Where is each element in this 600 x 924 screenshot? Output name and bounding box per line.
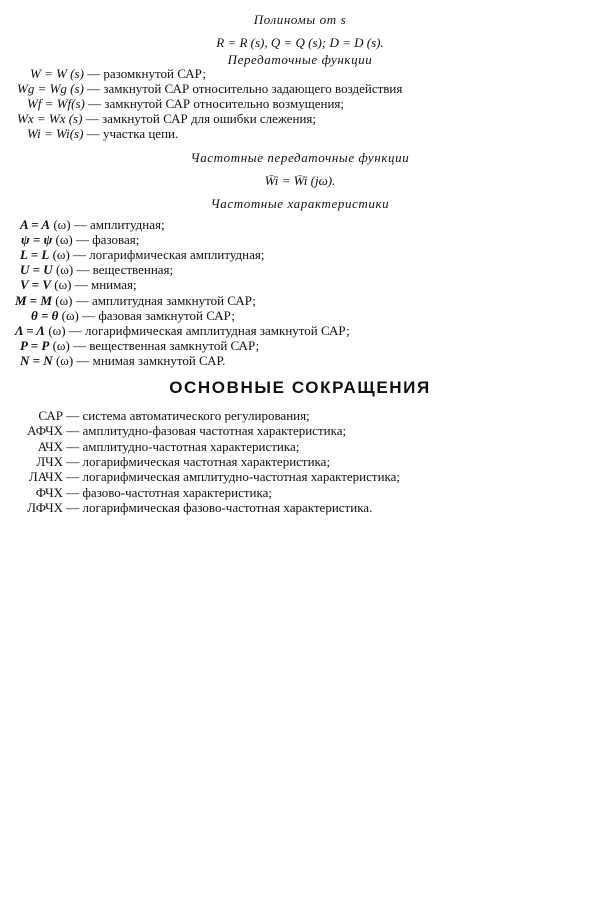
frequency-char-description: — фазовая замкнутой САР; <box>78 307 235 323</box>
frequency-char-argument: (ω) <box>45 322 66 338</box>
frequency-char-item <box>20 247 264 262</box>
frequency-char-symbol: V = V <box>20 277 52 293</box>
frequency-char-symbol: P = P <box>20 337 50 353</box>
abbreviation-item <box>0 469 600 484</box>
abbreviation-description: — логарифмическая частотная характеристика; <box>63 453 331 469</box>
transfer-description: — замкнутой САР относительно возмущения; <box>84 96 344 111</box>
abbreviation-description: — амплитудно-частотная характеристика; <box>63 438 300 454</box>
frequency-char-description: — мнимая замкнутой САР. <box>73 352 226 368</box>
frequency-char-description: — вещественная замкнутой САР; <box>69 337 260 353</box>
frequency-char-symbol: Λ = Λ <box>15 322 46 338</box>
frequency-char-symbol: A = A <box>20 217 51 232</box>
transfer-symbol: Wf = Wf(s) <box>27 96 85 111</box>
transfer-description: — замкнутой САР относительно задающего воздействия <box>83 81 403 96</box>
abbreviation-item <box>0 500 600 515</box>
transfer-item <box>27 126 178 141</box>
abbreviation-item <box>0 439 600 454</box>
frequency-char-symbol: U = U <box>20 262 53 278</box>
abbreviation-description: — система автоматического регулирования; <box>63 408 310 423</box>
frequency-char-description: — логарифмическая амплитудная замкнутой САР; <box>65 322 350 338</box>
frequency-char-item <box>21 232 139 247</box>
abbreviation-item <box>0 408 600 423</box>
frequency-char-item <box>31 308 235 323</box>
abbreviation-description: — логарифмическая фазово-частотная характеристика. <box>63 499 373 515</box>
transfer-description: — замкнутой САР для ошибки слежения; <box>82 111 317 126</box>
frequency-char-symbol: L = L <box>20 247 50 263</box>
frequency-char-description: — амплитудная замкнутой САР; <box>72 292 257 308</box>
frequency-char-argument: (ω) <box>49 247 70 263</box>
abbreviation-key: АФЧХ <box>27 423 63 439</box>
abbreviation-description: — фазово-частотная характеристика; <box>63 484 273 500</box>
frequency-char-argument: (ω) <box>52 292 73 308</box>
frequency-char-item <box>20 217 165 232</box>
abbreviation-key: ФЧХ <box>35 484 63 500</box>
transfer-item <box>27 96 344 111</box>
abbreviation-item <box>0 423 600 438</box>
abbreviation-key: АЧХ <box>37 438 63 454</box>
transfer-description: — участка цепи. <box>83 126 179 141</box>
frequency-char-item <box>15 293 256 308</box>
frequency-char-argument: (ω) <box>52 352 74 368</box>
transfer-item <box>17 111 316 126</box>
frequency-transfer-formula: W̄i = W̄i (jω). <box>264 173 336 188</box>
transfer-symbol: Wi = Wi(s) <box>27 126 84 141</box>
polynomials-formula: R = R (s), Q = Q (s); D = D (s). <box>216 35 384 50</box>
frequency-char-item <box>20 353 225 368</box>
frequency-char-symbol: ψ = ψ <box>21 232 53 248</box>
abbreviation-key: ЛАЧХ <box>28 469 63 485</box>
abbreviation-item <box>0 454 600 469</box>
transfer-heading: Передаточные функции <box>227 52 373 67</box>
frequency-chars-heading: Частотные характеристики <box>210 196 390 211</box>
frequency-char-argument: (ω) <box>58 307 79 323</box>
abbreviations-heading: ОСНОВНЫЕ СОКРАЩЕНИЯ <box>169 378 431 397</box>
frequency-char-argument: (ω) <box>51 277 72 293</box>
frequency-char-symbol: N = N <box>20 352 53 368</box>
polynomials-heading: Полиномы от s <box>253 12 347 27</box>
frequency-char-item <box>20 277 137 292</box>
frequency-char-description: — вещественная; <box>73 262 174 278</box>
frequency-char-symbol: θ = θ <box>31 307 59 323</box>
frequency-char-description: — фазовая; <box>72 232 140 248</box>
frequency-char-item <box>15 323 350 338</box>
frequency-char-description: — логарифмическая амплитудная; <box>69 247 265 263</box>
frequency-char-description: — амплитудная; <box>70 217 165 232</box>
transfer-description: — разомкнутой САР; <box>83 66 206 81</box>
abbreviation-key: ЛФЧХ <box>27 499 63 515</box>
frequency-char-item <box>20 338 259 353</box>
frequency-char-argument: (ω) <box>49 337 70 353</box>
frequency-char-symbol: M = M <box>15 292 53 308</box>
frequency-char-item <box>20 262 173 277</box>
frequency-char-argument: (ω) <box>52 262 74 278</box>
abbreviation-key: САР <box>38 408 63 423</box>
frequency-char-argument: (ω) <box>52 232 73 248</box>
frequency-char-argument: (ω) <box>50 217 71 232</box>
abbreviation-item <box>0 485 600 500</box>
transfer-symbol: W = W (s) <box>30 66 84 81</box>
transfer-symbol: Wg = Wg (s) <box>17 81 84 96</box>
frequency-char-description: — мнимая; <box>71 277 137 293</box>
abbreviation-key: ЛЧХ <box>36 453 63 469</box>
transfer-item <box>17 81 402 96</box>
abbreviation-description: — логарифмическая амплитудно-частотная характеристика; <box>63 469 401 485</box>
frequency-transfer-heading: Частотные передаточные функции <box>190 150 410 165</box>
transfer-symbol: Wx = Wx (s) <box>17 111 83 126</box>
transfer-item <box>30 66 206 81</box>
abbreviation-description: — амплитудно-фазовая частотная характеристика; <box>63 423 347 439</box>
